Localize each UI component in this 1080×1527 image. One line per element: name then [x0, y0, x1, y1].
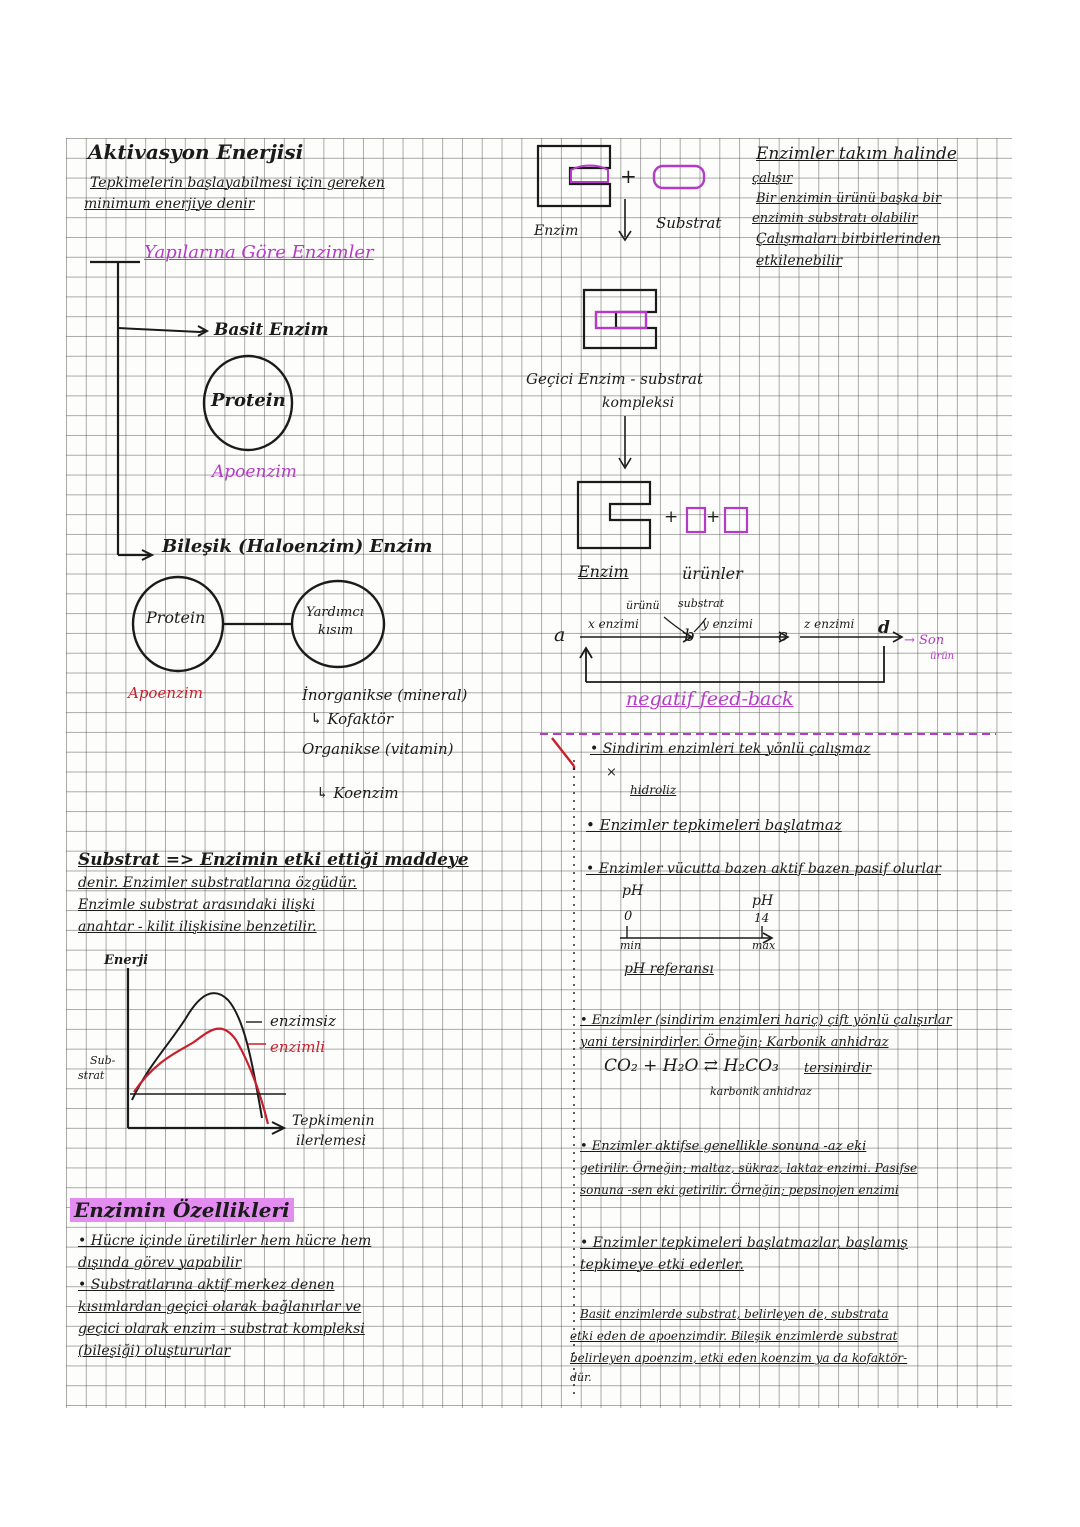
- complex-shape: [584, 290, 656, 348]
- note-simple-2: etki eden de apoenzimdir. Bileşik enzimlerde substrat: [570, 1329, 898, 1343]
- note-digestion: • Sindirim enzimleri tek yönlü çalışmaz: [590, 741, 871, 757]
- chain-a: a: [554, 624, 566, 646]
- note-simple-3: belirleyen apoenzim, etki eden koenzim ya da kofaktör-: [570, 1351, 908, 1365]
- complex-label-1: Geçici Enzim - substrat: [526, 370, 703, 388]
- note-activation-2: getirilir. Örneğin; maltaz, sükraz, laktaz enzimi. Pasifse: [580, 1161, 918, 1175]
- properties-line-1: • Hücre içinde üretilirler hem hücre hem: [78, 1233, 372, 1249]
- complex-label-2: kompleksi: [602, 395, 675, 411]
- note-start-1: • Enzimler tepkimeleri başlatmazlar, başlamış: [580, 1235, 908, 1251]
- substrat-line-4: anahtar - kilit ilişkisine benzetilir.: [78, 919, 317, 935]
- definition-line-1: Tepkimelerin başlayabilmesi için gereken: [90, 175, 385, 191]
- enzim-shape-2: [578, 482, 650, 548]
- tree-trunk-line: [118, 262, 150, 555]
- ph-zero: 0: [624, 909, 633, 924]
- plus-sign: +: [620, 164, 637, 188]
- graph-y-label: Enerji: [104, 953, 149, 968]
- team-line-1: Enzimler takım halinde: [756, 144, 957, 164]
- definition-line-2: minimum enerjiye denir: [84, 196, 255, 212]
- chain-y-enzyme: y enzimi: [702, 617, 753, 631]
- chain-x-enzyme: x enzimi: [588, 617, 639, 631]
- note-activation-1: • Enzimler aktifse genellikle sonuna -az eki: [580, 1139, 867, 1154]
- substrat-shape: [654, 166, 704, 188]
- feedback-loop: [580, 646, 884, 682]
- cofactor-label: ↳ Kofaktör: [310, 710, 393, 728]
- properties-line-2: dışında görev yapabilir: [78, 1255, 242, 1271]
- coenzyme-label: ↳ Koenzim: [316, 784, 399, 802]
- properties-line-5: geçici olarak enzim - substrat kompleksi: [78, 1321, 365, 1337]
- chain-urunu: ürünü: [626, 599, 660, 612]
- section-heading-structures: Yapılarına Göre Enzimler: [144, 242, 374, 263]
- substrat-label: Substrat: [656, 214, 722, 232]
- graph-legend-enzimli: enzimli: [270, 1038, 326, 1056]
- negative-feedback-label: negatif feed-back: [626, 688, 794, 710]
- product-box-1: [687, 508, 705, 532]
- equation-tail: tersinirdir: [804, 1061, 872, 1076]
- note-two-way-2: yani tersinirdirler. Örneğin; Karbonik anhidraz: [580, 1035, 889, 1050]
- chain-substrat: substrat: [678, 597, 725, 610]
- team-line-6: etkilenebilir: [756, 253, 843, 269]
- ph-min: min: [620, 939, 642, 952]
- chain-c: c: [778, 626, 788, 646]
- substrat-line-2: denir. Enzimler substratlarına özgüdür.: [78, 875, 357, 891]
- ph-left-label: pH: [622, 883, 644, 899]
- tree-branch-basit: [118, 328, 206, 332]
- products-label: ürünler: [682, 564, 743, 583]
- substrat-line-3: Enzimle substrat arasındaki ilişki: [78, 897, 316, 913]
- helper-part-line-1: Yardımcı: [306, 605, 364, 620]
- chain-final-arrow: → Son: [904, 633, 945, 648]
- note-active-passive: • Enzimler vücutta bazen aktif bazen pasif olurlar: [586, 861, 941, 877]
- note-x-mark: ×: [606, 765, 617, 780]
- properties-title: Enzimin Özellikleri: [70, 1200, 294, 1220]
- team-line-5: Çalışmaları birbirlerinden: [756, 231, 941, 247]
- ph-fourteen: 14: [754, 911, 770, 925]
- note-start-2: tepkimeye etki ederler.: [580, 1257, 744, 1273]
- apoenzim-label: Apoenzim: [212, 462, 297, 482]
- product-box-2: [725, 508, 747, 532]
- inorganic-label: İnorganikse (mineral): [302, 686, 468, 704]
- enzim-label: Enzim: [534, 223, 579, 239]
- graph-substrat-label-1: Sub-: [90, 1054, 116, 1067]
- note-activation-3: sonuna -sen eki getirilir. Örneğin; pepsinojen enzimi: [580, 1183, 899, 1197]
- graph-substrat-label-2: strat: [78, 1069, 105, 1082]
- helper-part-line-2: kısım: [318, 623, 354, 638]
- note-two-way-1: • Enzimler (sindirim enzimleri hariç) çift yönlü çalışırlar: [580, 1013, 952, 1028]
- note-hidroliz: hidroliz: [630, 783, 677, 797]
- note-simple-4: dür.: [570, 1371, 592, 1384]
- plus-sign-3: +: [706, 507, 721, 527]
- chain-b: b: [684, 626, 695, 646]
- plus-sign-2: +: [664, 507, 679, 527]
- team-line-3: Bir enzimin ürünü başka bir: [756, 191, 942, 206]
- substrat-line-1: Substrat => Enzimin etki ettiği maddeye: [78, 850, 469, 870]
- protein-label: Protein: [211, 390, 286, 411]
- curve-enzimsiz: [132, 993, 262, 1118]
- protein-label-2: Protein: [146, 608, 206, 627]
- enzim-shape-1: [538, 146, 610, 206]
- team-line-2: çalışır: [752, 171, 793, 186]
- note-simple-1: Basit enzimlerde substrat, belirleyen de, substrata: [580, 1307, 889, 1321]
- chain-z-enzyme: z enzimi: [804, 617, 855, 631]
- ph-reference: pH referansı: [624, 961, 714, 977]
- ph-right-label: pH: [752, 893, 774, 909]
- equation: CO₂ + H₂O ⇄ H₂CO₃: [604, 1056, 779, 1076]
- karbonik-anhidraz-label: karbonik anhidraz: [710, 1085, 812, 1098]
- exclamation-mark: [552, 738, 574, 770]
- graph-legend-enzimsiz: enzimsiz: [270, 1012, 336, 1030]
- properties-line-6: (bileşiği) oluştururlar: [78, 1343, 231, 1359]
- graph-x-label-1: Tepkimenin: [292, 1113, 375, 1129]
- apoenzim-label-2: Apoenzim: [128, 684, 203, 702]
- simple-enzyme-label: Basit Enzim: [214, 320, 329, 340]
- properties-line-4: kısımlardan geçici olarak bağlanırlar ve: [78, 1299, 362, 1315]
- ph-max: max: [752, 939, 776, 952]
- page-title: Aktivasyon Enerjisi: [88, 140, 304, 164]
- chain-final-product: ürün: [930, 651, 955, 662]
- note-no-start: • Enzimler tepkimeleri başlatmaz: [586, 816, 842, 834]
- compound-enzyme-label: Bileşik (Haloenzim) Enzim: [162, 536, 433, 557]
- team-line-4: enzimin substratı olabilir: [752, 211, 918, 226]
- graph-x-label-2: ilerlemesi: [296, 1133, 366, 1149]
- enzim-label-2: Enzim: [578, 562, 629, 581]
- properties-line-3: • Substratlarına aktif merkez denen: [78, 1277, 335, 1293]
- chain-d: d: [878, 618, 890, 638]
- organic-label: Organikse (vitamin): [302, 740, 454, 758]
